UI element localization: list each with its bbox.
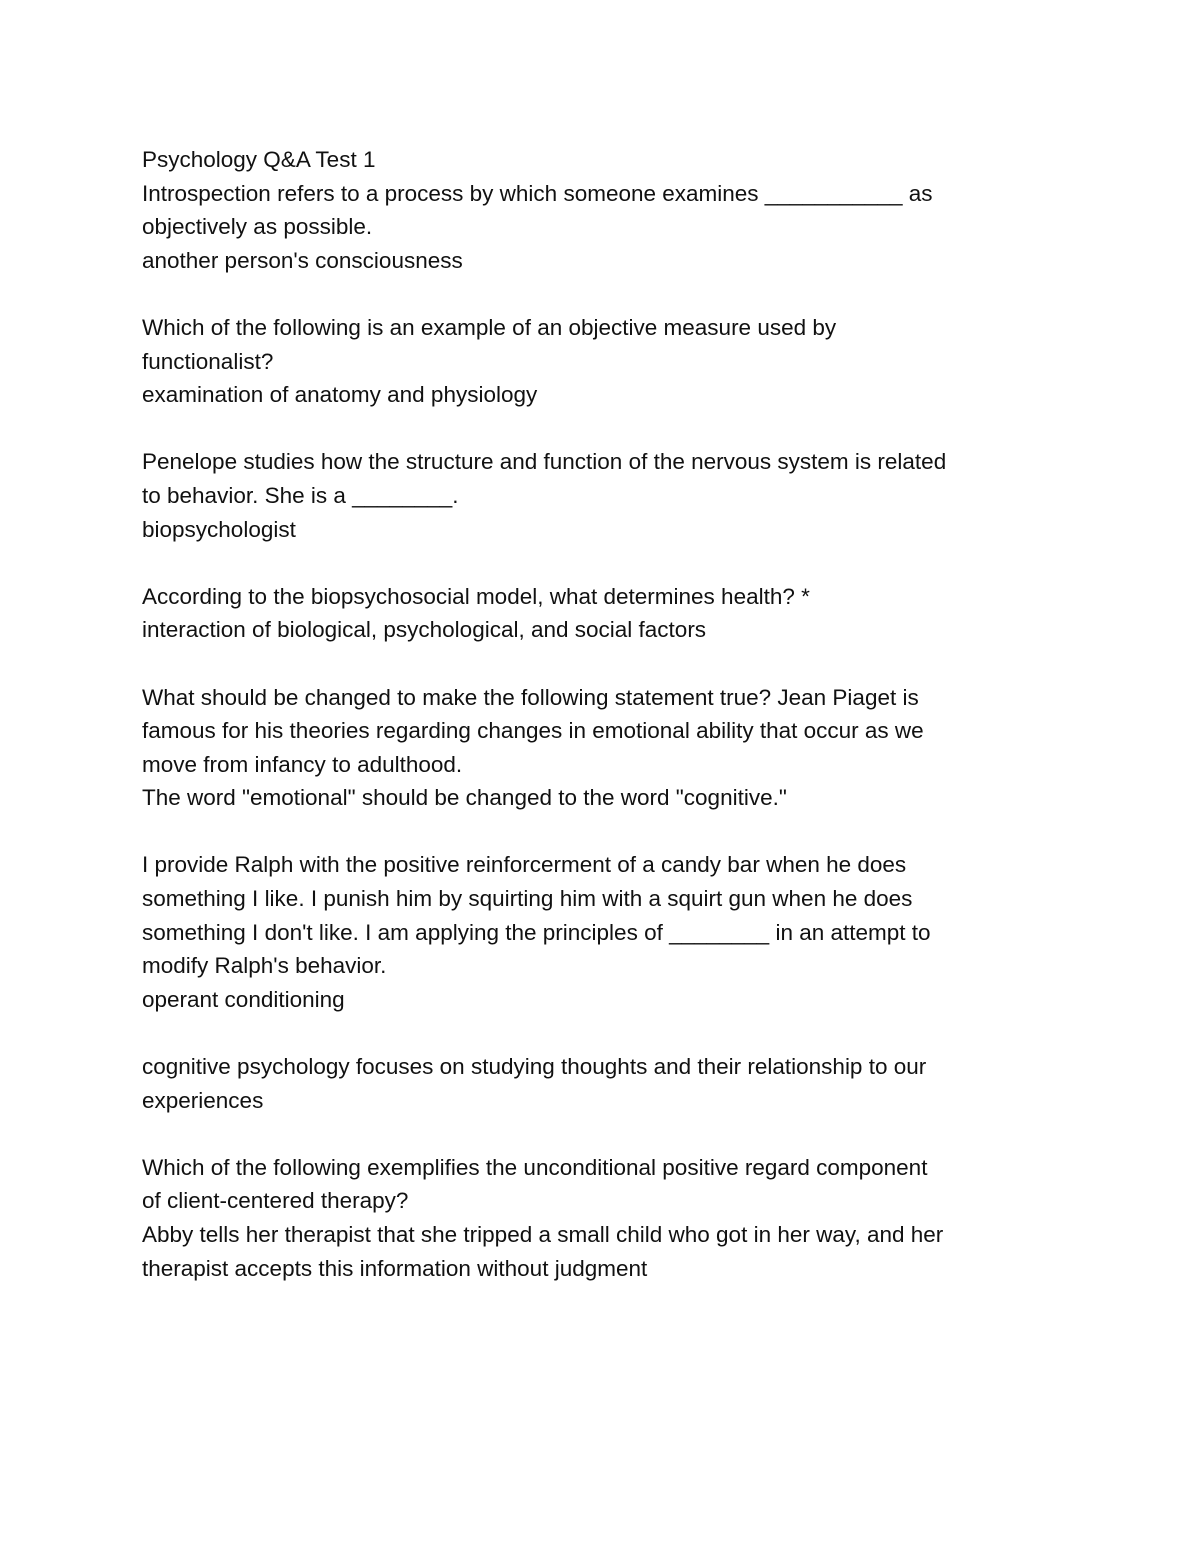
text-line: functionalist? <box>142 348 274 374</box>
text-line: to behavior. She is a ________. <box>142 482 459 508</box>
text-line: Which of the following is an example of an objective measure used by <box>142 314 837 340</box>
text-line: famous for his theories regarding changes in emotional ability that occur as we <box>142 718 924 744</box>
qa-item <box>142 311 1072 412</box>
text-line: experiences <box>142 1087 264 1113</box>
text-line: biopsychologist <box>142 516 296 542</box>
text-line: something I don't like. I am applying the principles of ________ in an attempt to <box>142 919 931 945</box>
qa-item <box>142 580 1072 647</box>
text-line: examination of anatomy and physiology <box>142 382 538 408</box>
document-body <box>142 143 1072 1319</box>
text-line: operant conditioning <box>142 986 345 1012</box>
text-line: Which of the following exemplifies the unconditional positive regard component <box>142 1154 928 1180</box>
text-line: therapist accepts this information without judgment <box>142 1255 648 1281</box>
text-line: interaction of biological, psychological, and social factors <box>142 617 707 643</box>
document-title: Psychology Q&A Test 1 <box>142 147 376 172</box>
qa-item <box>142 1050 1072 1117</box>
text-line: Introspection refers to a process by which someone examines ___________ as <box>142 180 933 206</box>
text-line: Penelope studies how the structure and function of the nervous system is related <box>142 449 947 475</box>
qa-item <box>142 848 1072 1016</box>
text-line: What should be changed to make the following statement true? Jean Piaget is <box>142 684 919 710</box>
text-line: objectively as possible. <box>142 214 373 240</box>
text-line: something I like. I punish him by squirting him with a squirt gun when he does <box>142 886 913 912</box>
text-line: of client-centered therapy? <box>142 1188 409 1214</box>
qa-item <box>142 681 1072 815</box>
text-line: According to the biopsychosocial model, what determines health? * <box>142 583 810 609</box>
qa-item <box>142 445 1072 546</box>
qa-list <box>142 177 1072 1286</box>
text-line: The word "emotional" should be changed to the word "cognitive." <box>142 785 787 811</box>
text-line: cognitive psychology focuses on studying thoughts and their relationship to our <box>142 1054 927 1080</box>
text-line: Abby tells her therapist that she tripped a small child who got in her way, and her <box>142 1222 944 1247</box>
text-line: move from infancy to adulthood. <box>142 751 463 777</box>
text-line: I provide Ralph with the positive reinforcerment of a candy bar when he does <box>142 852 907 878</box>
qa-item <box>142 177 1072 278</box>
text-line: modify Ralph's behavior. <box>142 953 387 979</box>
text-line: another person's consciousness <box>142 247 463 273</box>
qa-item <box>142 1151 1072 1285</box>
